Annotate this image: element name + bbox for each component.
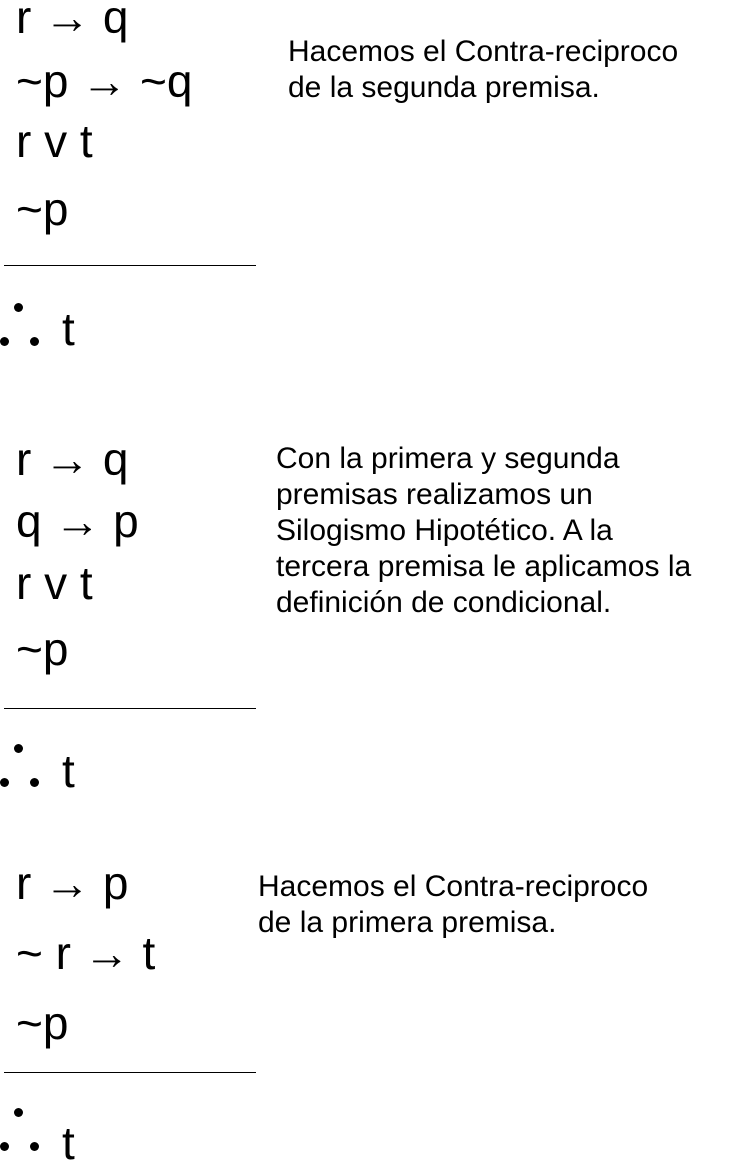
explanation-2	[276, 441, 691, 621]
explanation-2-line-1: Con la primera y segunda	[276, 442, 620, 475]
premise-1-1: r → q	[16, 0, 129, 43]
premise-3-1: r → p	[16, 857, 129, 909]
premise-1-3: r v t	[16, 115, 93, 167]
explanation-1-line-1: Hacemos el Contra-reciproco	[288, 35, 679, 68]
conclusion-2: t	[62, 745, 75, 797]
therefore-symbol-1	[0, 303, 28, 347]
premise-2-2: q → p	[16, 495, 139, 547]
therefore-symbol-2	[0, 744, 28, 788]
explanation-2-line-4: tercera premisa le aplicamos la	[276, 550, 692, 583]
premise-2-4: ~p	[16, 623, 69, 675]
conclusion-rule-2	[4, 708, 256, 709]
conclusion-rule-1	[4, 265, 256, 266]
explanation-2-line-5: definición de condicional.	[276, 586, 612, 619]
premise-3-3: ~p	[16, 997, 69, 1049]
therefore-symbol-3	[0, 1108, 28, 1152]
explanation-3-line-1: Hacemos el Contra-reciproco	[258, 870, 649, 903]
premise-1-2: ~p → ~q	[16, 55, 193, 107]
premise-2-1: r → q	[16, 433, 129, 485]
premise-2-3: r v t	[16, 557, 93, 609]
premise-1-4: ~p	[16, 183, 69, 235]
explanation-1-line-2: de la segunda premisa.	[288, 71, 600, 104]
premise-3-2: ~ r → t	[16, 927, 156, 979]
explanation-1	[288, 34, 678, 106]
explanation-2-line-3: Silogismo Hipotético. A la	[276, 514, 613, 547]
conclusion-3: t	[62, 1117, 75, 1169]
explanation-3-line-2: de la primera premisa.	[258, 906, 557, 939]
conclusion-1: t	[62, 303, 75, 355]
explanation-3	[258, 869, 648, 941]
conclusion-rule-3	[4, 1072, 256, 1073]
explanation-2-line-2: premisas realizamos un	[276, 478, 593, 511]
